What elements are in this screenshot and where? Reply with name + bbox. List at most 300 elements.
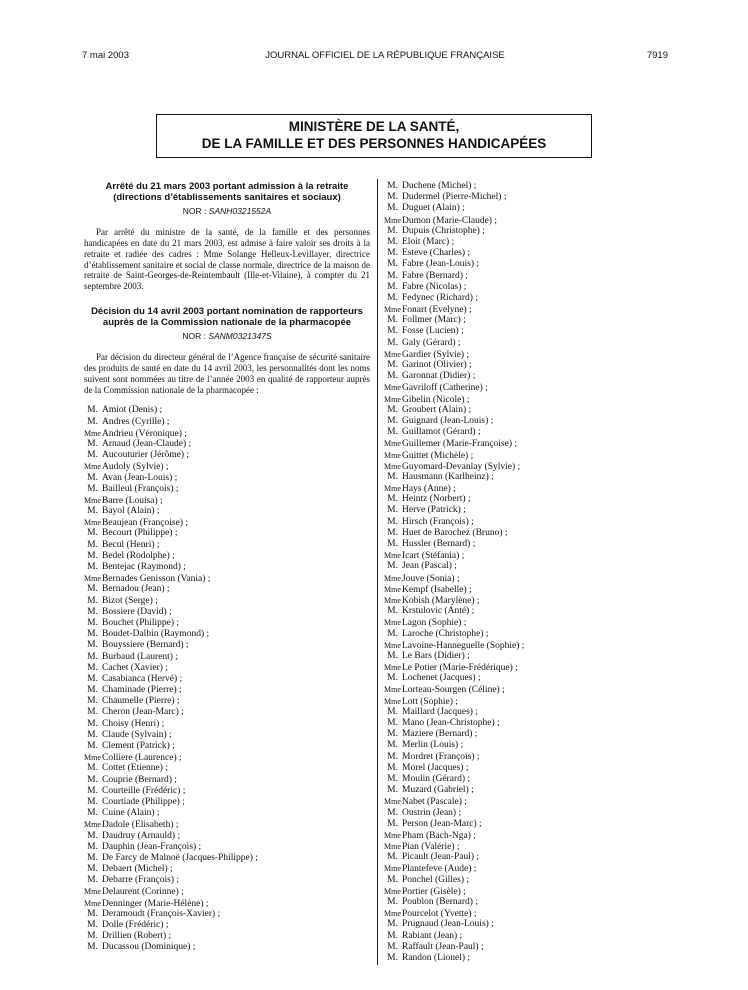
person-name: Amiot (Denis) ;: [102, 405, 163, 416]
person-name: Bouyssiere (Bernard) ;: [102, 640, 189, 651]
person-name: Fabre (Nicolas) ;: [402, 281, 467, 292]
list-item: [84, 473, 370, 484]
person-name: Dolle (Frédéric) ;: [102, 920, 169, 930]
list-item: [384, 517, 684, 528]
name-title: M.: [387, 516, 398, 527]
name-title: M.: [387, 371, 398, 382]
name-title: M.: [387, 337, 398, 348]
name-title: M.: [387, 785, 398, 796]
name-title: M.: [387, 203, 398, 214]
list-item: [384, 875, 684, 886]
name-title: Mme: [384, 439, 401, 449]
name-title: M.: [87, 741, 98, 751]
person-name: Bedel (Rodolphe) ;: [102, 550, 175, 561]
name-title: M.: [387, 874, 398, 885]
person-name: Debarre (François) ;: [102, 875, 180, 886]
list-item: [384, 595, 684, 606]
person-name: Icart (Stéfania) ;: [402, 551, 465, 562]
list-item: [84, 898, 370, 909]
person-name: Duchene (Michel) ;: [402, 181, 477, 191]
person-name: Poublon (Bernard) ;: [402, 897, 478, 907]
list-item: [384, 573, 684, 584]
list-item: [384, 550, 684, 561]
list-item: [384, 483, 684, 494]
person-name: Boudet-Dalbin (Raymond) ;: [102, 629, 210, 640]
person-name: Ducassou (Dominique) ;: [102, 942, 196, 953]
list-item: [84, 674, 370, 685]
name-title: M.: [387, 818, 398, 829]
list-item: [84, 573, 370, 584]
name-title: Mme: [384, 349, 401, 359]
list-item: [384, 338, 684, 349]
header-journal-title: JOURNAL OFFICIEL DE LA RÉPUBLIQUE FRANÇAISE: [265, 50, 505, 61]
name-title: M.: [387, 650, 398, 661]
name-title: M.: [87, 651, 98, 662]
person-name: Claude (Sylvain) ;: [102, 729, 172, 740]
person-name: Dudermel (Pierre-Michel) ;: [402, 192, 507, 203]
person-name: Heintz (Norbert) ;: [402, 494, 471, 505]
name-title: M.: [87, 729, 98, 740]
person-name: Pian (Valérie) ;: [402, 842, 460, 853]
list-item: [84, 417, 370, 428]
list-item: [84, 730, 370, 741]
list-item: [384, 472, 684, 483]
person-name: Guillamot (Gérard) ;: [402, 427, 481, 438]
name-title: M.: [87, 707, 98, 718]
name-title: Mme: [384, 461, 401, 471]
person-name: Bernades Genisson (Vania) ;: [102, 574, 211, 585]
person-name: Gavriloff (Catherine) ;: [402, 383, 488, 394]
person-name: Herve (Patrick) ;: [402, 505, 466, 516]
name-title: Mme: [84, 462, 101, 472]
name-title: M.: [87, 696, 98, 707]
list-item: [384, 830, 684, 841]
list-item: [84, 786, 370, 797]
name-title: M.: [87, 629, 98, 640]
list-item: [84, 864, 370, 875]
name-title: Mme: [384, 886, 401, 896]
list-item: [384, 819, 684, 830]
name-title: Mme: [384, 797, 401, 807]
name-title: Mme: [84, 518, 101, 528]
list-item: [84, 618, 370, 629]
name-title: M.: [387, 315, 398, 326]
name-title: M.: [87, 942, 98, 953]
list-item: [84, 920, 370, 931]
person-name: Rabiant (Jean) ;: [402, 930, 463, 941]
person-name: Pham (Bach-Nga) ;: [402, 830, 476, 841]
person-name: Cuine (Alain) ;: [102, 808, 160, 819]
name-title: M.: [387, 248, 398, 259]
person-name: Maillard (Jacques) ;: [402, 706, 478, 717]
person-name: Prugnaud (Jean-Louis) ;: [402, 919, 494, 930]
person-name: Le Potier (Marie-Frédérique) ;: [402, 663, 518, 674]
list-item: [384, 953, 684, 964]
name-title: Mme: [384, 618, 401, 628]
person-name: De Farcy de Malnoë (Jacques-Philippe) ;: [102, 852, 258, 863]
list-item: [384, 315, 684, 326]
name-title: Mme: [84, 574, 101, 584]
name-title: M.: [87, 405, 98, 416]
name-title: M.: [87, 483, 98, 494]
name-title: M.: [387, 852, 398, 863]
name-title: M.: [387, 427, 398, 438]
list-item: [384, 640, 684, 651]
list-item: [384, 662, 684, 673]
person-name: Daudruy (Arnauld) ;: [102, 830, 181, 841]
list-item: [384, 282, 684, 293]
right-column: [384, 181, 684, 964]
person-name: Picault (Jean-Paul) ;: [402, 852, 480, 863]
list-item: [384, 774, 684, 785]
name-title: M.: [387, 606, 398, 617]
name-title: M.: [387, 527, 398, 538]
person-name: Laroche (Christophe) ;: [402, 628, 489, 639]
list-item: [384, 427, 684, 438]
name-title: M.: [87, 617, 98, 628]
name-title: M.: [387, 706, 398, 717]
list-item: [384, 606, 684, 617]
person-name: Raffault (Jean-Paul) ;: [402, 941, 484, 952]
person-name: Courtiade (Philippe) ;: [102, 796, 185, 807]
name-title: M.: [87, 438, 98, 449]
name-title: Mme: [84, 753, 101, 763]
name-title: Mme: [384, 909, 401, 919]
person-name: Lorteau-Sourgen (Céline) ;: [402, 685, 505, 696]
person-name: Morel (Jacques) ;: [402, 762, 469, 773]
person-name: Hays (Anne) ;: [402, 484, 456, 495]
list-item: [384, 696, 684, 707]
name-title: Mme: [384, 830, 401, 840]
person-name: Audoly (Sylvie) ;: [102, 462, 169, 473]
name-title: M.: [387, 360, 398, 370]
name-title: Mme: [384, 685, 401, 695]
list-item: [384, 360, 684, 371]
person-name: Choisy (Henri) ;: [102, 718, 165, 729]
name-title: M.: [387, 740, 398, 751]
name-title: M.: [387, 471, 398, 482]
name-title: M.: [87, 472, 98, 483]
article2-title: Décision du 14 avril 2003 portant nomination de rapporteurs auprès de la Commission nationale de la pharmacopée: [91, 305, 363, 328]
list-item: [384, 505, 684, 516]
list-item: [84, 719, 370, 730]
ministry-title-line2: DE LA FAMILLE ET DES PERSONNES HANDICAPÉES: [201, 136, 547, 151]
person-name: Hussler (Bernard) ;: [402, 539, 476, 549]
list-item: [384, 382, 684, 393]
person-name: Denninger (Marie-Hélène) ;: [102, 898, 209, 909]
name-title: M.: [387, 225, 398, 236]
name-title: M.: [87, 908, 98, 919]
person-name: Chaumelle (Pierre) ;: [102, 696, 180, 707]
list-item: [84, 696, 370, 707]
name-title: Mme: [384, 663, 401, 673]
name-title: M.: [387, 773, 398, 784]
list-item: [384, 304, 684, 315]
article1-title: Arrêté du 21 mars 2003 portant admission à la retraite (directions d’établissements sanitaires et sociaux): [105, 181, 349, 203]
list-item: [384, 841, 684, 852]
list-item: [84, 886, 370, 897]
name-title: M.: [387, 919, 398, 930]
person-name: Muzard (Gabriel) ;: [402, 785, 474, 796]
list-item: [384, 438, 684, 449]
list-item: [84, 640, 370, 651]
person-name: Person (Jean-Marc) ;: [402, 818, 482, 829]
list-item: [384, 226, 684, 237]
name-title: M.: [387, 505, 398, 516]
list-item: [84, 707, 370, 718]
name-title: Mme: [384, 595, 401, 605]
person-name: Kempf (Isabelle) ;: [402, 584, 472, 595]
name-title: Mme: [84, 495, 101, 505]
name-title: M.: [87, 875, 98, 886]
name-title: Mme: [384, 450, 401, 460]
name-title: Mme: [84, 428, 101, 438]
list-item: [384, 561, 684, 572]
person-name: Lagon (Sophie) ;: [402, 618, 467, 629]
name-title: M.: [87, 920, 98, 930]
person-name: Merlin (Louis) ;: [402, 740, 464, 751]
person-name: Bernadou (Jean) ;: [102, 584, 170, 595]
header-page-number: 7919: [646, 50, 668, 61]
list-item: [84, 495, 370, 506]
person-name: Guillemer (Marie-Françoise) ;: [402, 439, 518, 450]
name-title: Mme: [384, 573, 401, 583]
list-item: [384, 684, 684, 695]
person-name: Duguet (Alain) ;: [402, 203, 465, 214]
list-item: [84, 562, 370, 573]
person-name: Pourcelot (Yvette) ;: [402, 909, 477, 920]
person-name: Oustrin (Jean) ;: [402, 807, 462, 818]
names-list-left: [84, 405, 370, 953]
person-name: Andrieu (Véronique) ;: [102, 428, 187, 439]
list-item: [384, 886, 684, 897]
article2-nor: [84, 331, 370, 342]
list-item: [384, 763, 684, 774]
article1-body: Par arrêté du ministre de la santé, de la famille et des personnes handicapées en date du 21 mars 2003, est admise à faire valoir ses droits à la retraite et radiée des cadres : Mme Solange Helleux-Levillayer, directrice d’établissement sanitaire et social de classe normale, directrice de la maison de retraite de Saint-Georges-de-Reintembault (Ille-et-Vilaine), à compter du 21 septembre 2003.: [84, 227, 370, 292]
person-name: Le Bars (Didier) ;: [402, 650, 470, 661]
name-title: Mme: [84, 887, 101, 897]
person-name: Deramoudt (François-Xavier) ;: [102, 908, 221, 919]
name-title: M.: [387, 952, 398, 963]
name-title: M.: [87, 864, 98, 875]
list-item: [84, 831, 370, 842]
article1-nor: [84, 206, 370, 217]
list-item: [384, 181, 684, 192]
name-title: M.: [387, 718, 398, 728]
list-item: [384, 394, 684, 405]
list-item: [384, 293, 684, 304]
list-item: [384, 192, 684, 203]
name-title: M.: [87, 785, 98, 796]
person-name: Eloit (Marc) ;: [402, 236, 455, 247]
person-name: Dupuis (Christophe) ;: [402, 225, 485, 236]
name-title: M.: [87, 673, 98, 684]
list-item: [84, 439, 370, 450]
person-name: Nabet (Pascale) ;: [402, 797, 467, 808]
person-name: Bailleul (François) ;: [102, 483, 179, 494]
name-title: M.: [387, 751, 398, 762]
article2-nor-label: NOR :: [182, 330, 206, 341]
name-title: Mme: [384, 696, 401, 706]
list-item: [84, 685, 370, 696]
name-title: M.: [387, 930, 398, 941]
name-title: M.: [87, 595, 98, 606]
name-title: M.: [87, 416, 98, 427]
name-title: Mme: [384, 383, 401, 393]
person-name: Fedynec (Richard) ;: [402, 292, 478, 303]
name-title: Mme: [384, 551, 401, 561]
person-name: Plantefeve (Aude) ;: [402, 864, 477, 875]
name-title: M.: [87, 539, 98, 550]
person-name: Casabianca (Hervé) ;: [102, 673, 183, 684]
person-name: Guittet (Michèle) ;: [402, 450, 474, 461]
person-name: Moulin (Gérard) ;: [402, 773, 471, 784]
person-name: Aucouturier (Jérôme) ;: [102, 450, 190, 461]
list-item: [384, 718, 684, 729]
name-title: M.: [87, 718, 98, 729]
list-item: [84, 775, 370, 786]
person-name: Burbaud (Laurent) ;: [102, 651, 178, 662]
list-item: [84, 875, 370, 886]
article1-nor-label: NOR :: [182, 206, 207, 216]
list-item: [84, 517, 370, 528]
person-name: Gardier (Sylvie) ;: [402, 349, 470, 360]
list-item: [384, 528, 684, 539]
person-name: Fonart (Evelyne) ;: [402, 305, 472, 316]
names-list-right: [384, 181, 684, 964]
name-title: M.: [387, 561, 398, 572]
list-item: [84, 461, 370, 472]
list-item: [384, 494, 684, 505]
person-name: Garonnat (Didier) ;: [402, 371, 476, 382]
person-name: Couprie (Bernard) ;: [102, 774, 177, 785]
person-name: Cheron (Jean-Marc) ;: [102, 707, 184, 718]
list-item: [384, 584, 684, 595]
name-title: M.: [87, 606, 98, 617]
name-title: M.: [87, 562, 98, 572]
list-item: [384, 729, 684, 740]
name-title: Mme: [384, 842, 401, 852]
name-title: M.: [387, 729, 398, 740]
name-title: Mme: [384, 484, 401, 494]
name-title: Mme: [384, 640, 401, 650]
person-name: Randon (Lionel) ;: [402, 952, 471, 963]
list-item: [384, 416, 684, 427]
list-item: [84, 405, 370, 416]
name-title: M.: [387, 270, 398, 281]
person-name: Delaurent (Corinne) ;: [102, 887, 184, 898]
person-name: Debaert (Michel) ;: [102, 864, 173, 875]
list-item: [84, 741, 370, 752]
person-name: Follmer (Marc) ;: [402, 315, 466, 326]
person-name: Bentejac (Raymond) ;: [102, 562, 186, 572]
name-title: M.: [87, 841, 98, 852]
person-name: Krstulovic (Anté) ;: [402, 606, 475, 617]
list-item: [84, 842, 370, 853]
list-item: [84, 931, 370, 942]
name-title: M.: [387, 181, 398, 191]
name-title: M.: [387, 673, 398, 684]
person-name: Bizot (Serge) ;: [102, 595, 158, 606]
list-item: [384, 461, 684, 472]
ministry-box: [156, 114, 592, 158]
list-item: [84, 942, 370, 953]
person-name: Ponchel (Gilles) ;: [402, 874, 470, 885]
name-title: Mme: [384, 215, 401, 225]
list-item: [84, 797, 370, 808]
name-title: Mme: [384, 864, 401, 874]
list-item: [384, 371, 684, 382]
person-name: Huet de Barochez (Bruno) ;: [402, 527, 508, 538]
person-name: Clement (Patrick) ;: [102, 741, 175, 751]
name-title: Mme: [384, 305, 401, 315]
person-name: Courteille (Frédéric) ;: [102, 785, 186, 796]
list-item: [84, 909, 370, 920]
name-title: M.: [87, 584, 98, 595]
name-title: M.: [387, 326, 398, 337]
list-item: [84, 663, 370, 674]
person-name: Chaminade (Pierre) ;: [102, 685, 182, 696]
name-title: M.: [387, 897, 398, 907]
name-title: M.: [87, 763, 98, 774]
list-item: [84, 652, 370, 663]
list-item: [384, 349, 684, 360]
list-item: [384, 617, 684, 628]
name-title: M.: [87, 528, 98, 539]
name-title: M.: [387, 404, 398, 415]
person-name: Andres (Cyrille) ;: [102, 416, 170, 427]
name-title: M.: [387, 807, 398, 818]
name-title: M.: [387, 292, 398, 303]
list-item: [384, 203, 684, 214]
person-name: Gibelin (Nicole) ;: [402, 394, 470, 405]
list-item: [384, 931, 684, 942]
person-name: Cachet (Xavier) ;: [102, 662, 168, 673]
list-item: [384, 651, 684, 662]
list-item: [384, 405, 684, 416]
name-title: M.: [87, 685, 98, 696]
name-title: M.: [87, 506, 98, 517]
list-item: [84, 819, 370, 830]
name-title: Mme: [84, 820, 101, 830]
name-title: Mme: [384, 584, 401, 594]
name-title: M.: [387, 762, 398, 773]
header-date: 7 mai 2003: [82, 50, 130, 61]
name-title: M.: [387, 281, 398, 292]
person-name: Groubert (Alain) ;: [402, 404, 472, 415]
name-title: M.: [87, 450, 98, 461]
list-item: [84, 752, 370, 763]
list-item: [384, 908, 684, 919]
list-item: [384, 740, 684, 751]
person-name: Barre (Louisa) ;: [102, 495, 163, 506]
list-item: [84, 428, 370, 439]
list-item: [384, 539, 684, 550]
person-name: Arnaud (Jean-Claude) ;: [102, 438, 192, 449]
person-name: Avan (Jean-Louis) ;: [102, 472, 178, 483]
person-name: Fabre (Bernard) ;: [402, 270, 468, 281]
person-name: Mordret (François) ;: [402, 751, 480, 762]
list-item: [384, 852, 684, 863]
person-name: Colliere (Laurence) ;: [102, 753, 182, 764]
name-title: M.: [387, 941, 398, 952]
name-title: M.: [387, 259, 398, 270]
list-item: [384, 897, 684, 908]
name-title: M.: [87, 931, 98, 942]
person-name: Dauphin (Jean-François) ;: [102, 841, 202, 852]
list-item: [84, 853, 370, 864]
person-name: Fabre (Jean-Louis) ;: [402, 259, 480, 270]
